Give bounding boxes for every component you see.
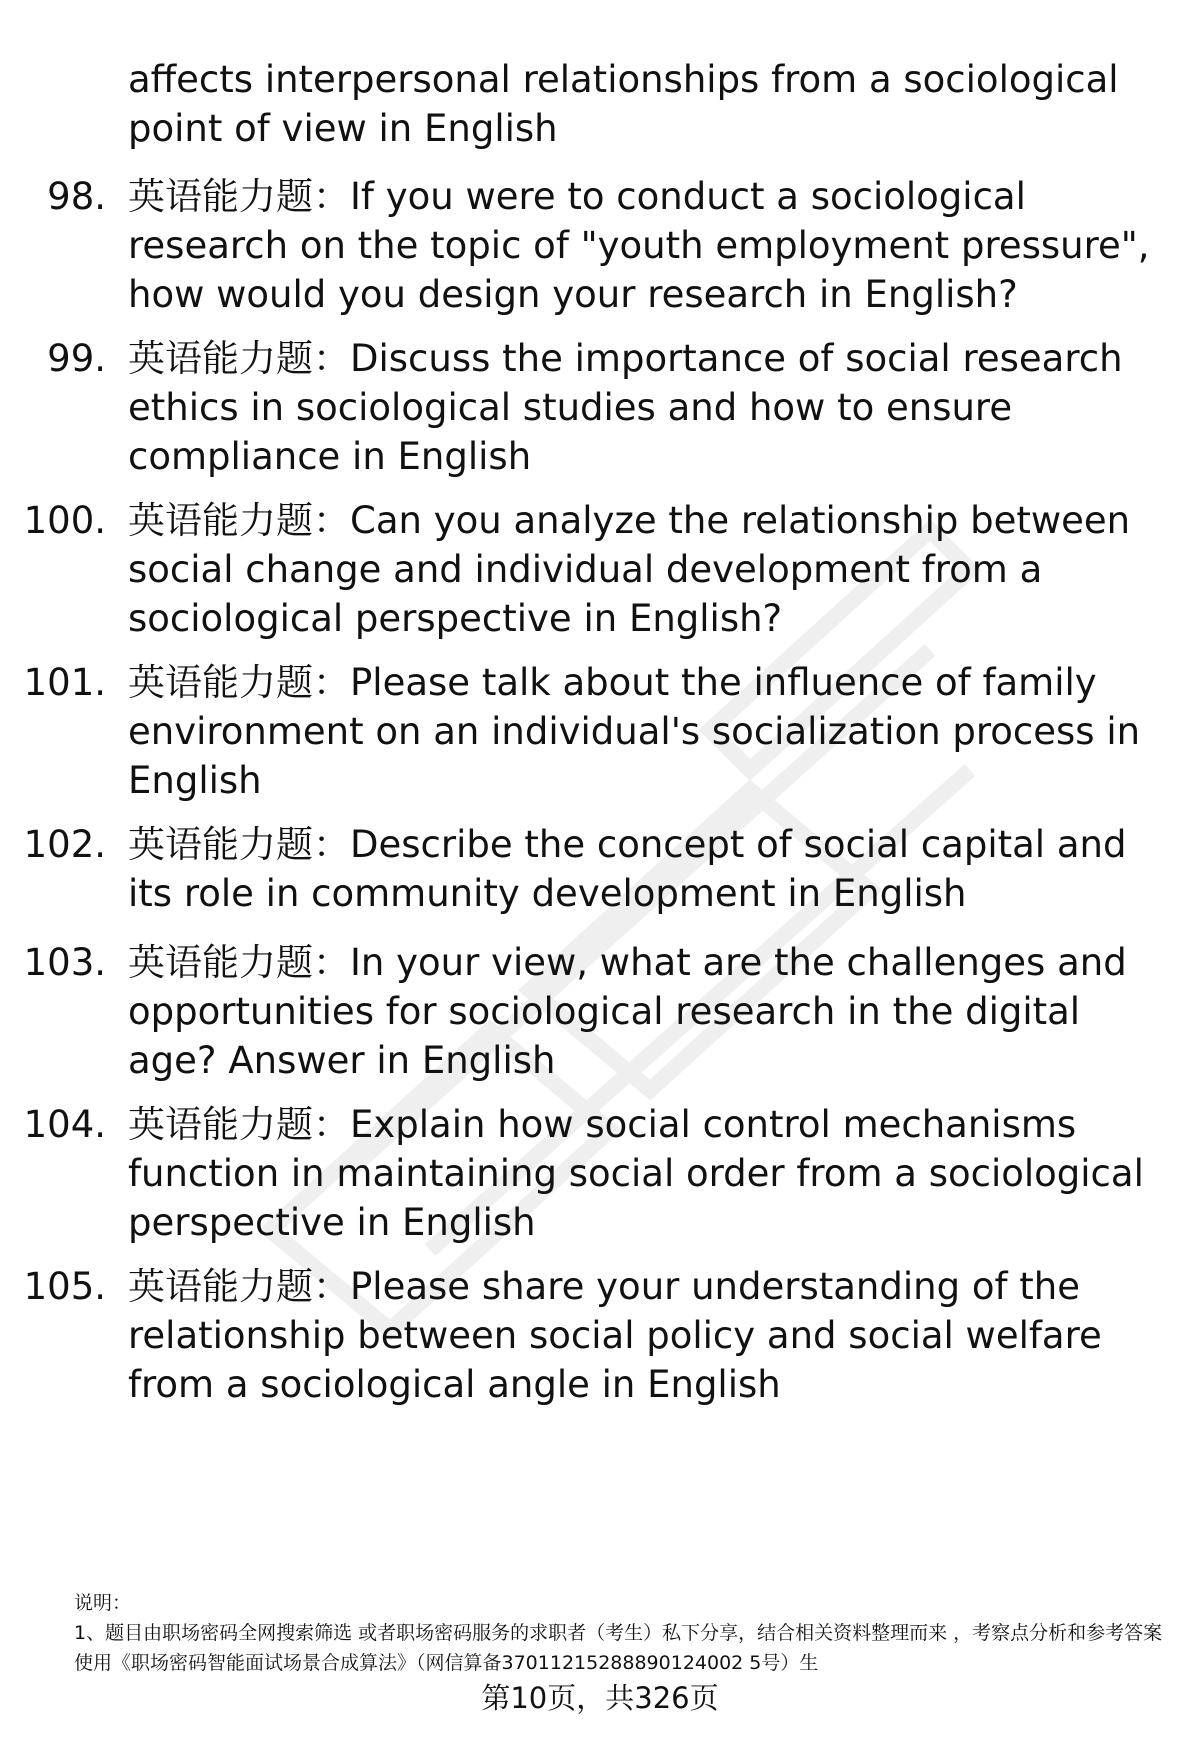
question-text: 英语能力题：Please share your understanding of the relationship between social policy and social welfare from a sociological angle in English [128, 1265, 1102, 1406]
question-text: 英语能力题：Describe the concept of social capital and its role in community development in English [128, 823, 1127, 915]
notes-section [74, 1588, 1164, 1678]
continuation-text: affects interpersonal relationships from a sociological point of view in English [128, 58, 1119, 150]
question-number: 104. [23, 1103, 106, 1146]
question-number: 101. [23, 661, 106, 704]
question-text: 英语能力题：Please talk about the influence of family environment on an individual's socialization process in English [128, 661, 1141, 802]
question-text: 英语能力题：Discuss the importance of social research ethics in sociological studies and how to ensure compliance in English [128, 337, 1123, 478]
question-text: 英语能力题：Can you analyze the relationship between social change and individual development from a sociological perspective in English? [128, 499, 1131, 640]
question-text: 英语能力题：If you were to conduct a sociological research on the topic of "youth employment pressure", how would you design your research in English? [128, 175, 1150, 316]
notes-heading: 说明： [74, 1592, 132, 1614]
question-number: 100. [23, 499, 106, 542]
question-number: 99. [47, 337, 106, 380]
question-text: 英语能力题：In your view, what are the challenges and opportunities for sociological research in the digital age? Answer in English [128, 941, 1127, 1082]
question-number: 98. [47, 175, 106, 218]
question-number: 102. [23, 823, 106, 866]
page-indicator: 第10页，共326页 [481, 1681, 719, 1715]
question-number: 105. [23, 1265, 106, 1308]
question-text: 英语能力题：Explain how social control mechanisms function in maintaining social order from a sociological perspective in English [128, 1103, 1144, 1244]
question-number: 103. [23, 941, 106, 984]
notes-line: 1、题目由职场密码全网搜索筛选 或者职场密码服务的求职者（考生）私下分享，结合相关资料整理而来 ，考察点分析和参考答案使用《职场密码智能面试场景合成算法》（网信算备37011215288890124002 5号）生 [74, 1622, 1163, 1674]
